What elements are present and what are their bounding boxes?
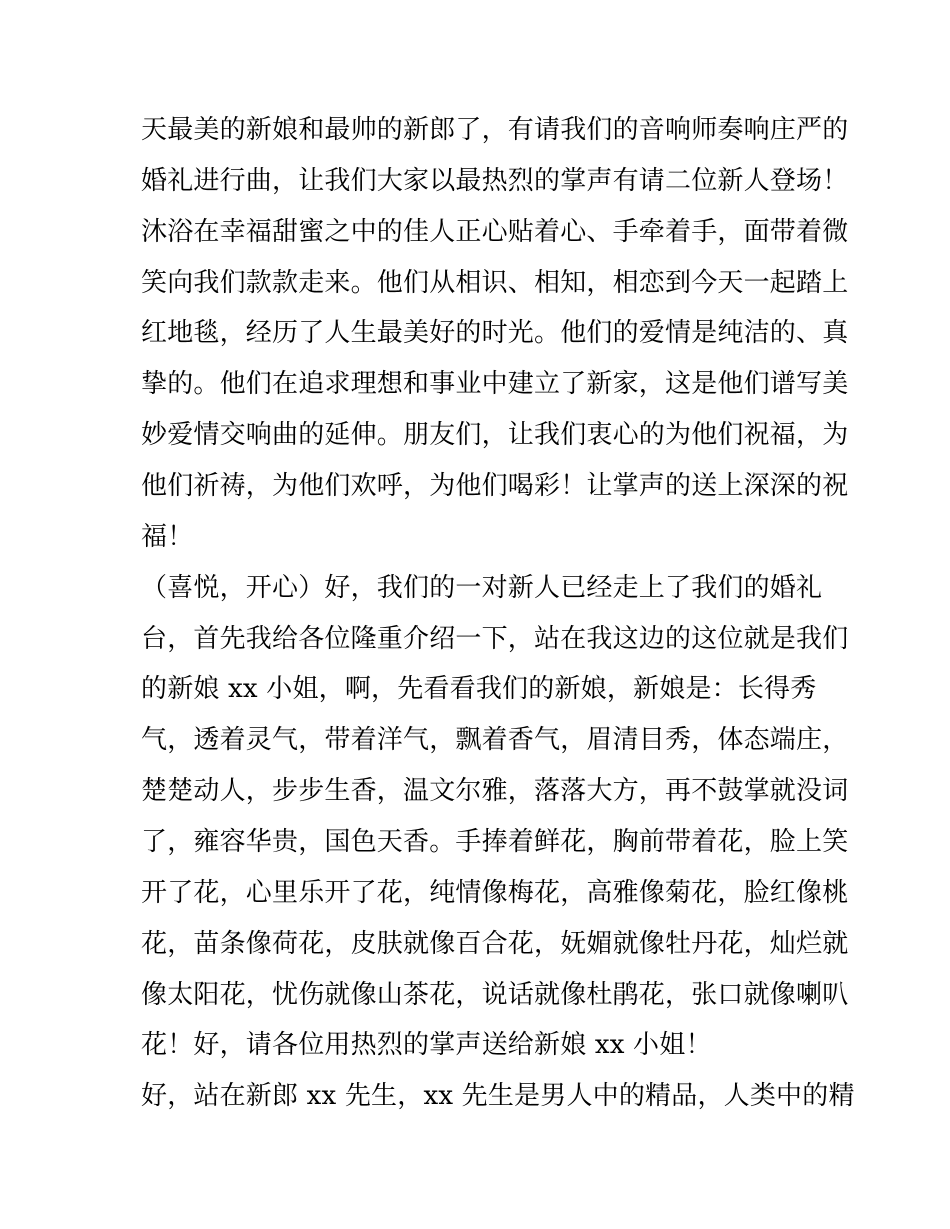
text-line: 挚的。他们在追求理想和事业中建立了新家，这是他们谱写美 — [141, 369, 849, 399]
text-line: 像太阳花，忧伤就像山茶花，说话就像杜鹃花，张口就像喇叭 — [141, 980, 849, 1010]
text-line: 台，首先我给各位隆重介绍一下，站在我这边的这位就是我们 — [141, 624, 849, 654]
text-line: 的新娘 xx 小姐，啊，先看看我们的新娘，新娘是：长得秀 — [141, 674, 817, 704]
text-line: 婚礼进行曲，让我们大家以最热烈的掌声有请二位新人登场！ — [141, 166, 849, 196]
text-line: 红地毯，经历了人生最美好的时光。他们的爱情是纯洁的、真 — [141, 318, 849, 348]
text-line: （喜悦，开心）好，我们的一对新人已经走上了我们的婚礼 — [141, 573, 823, 603]
text-line: 气，透着灵气，带着洋气，飘着香气，眉清目秀，体态端庄， — [141, 725, 849, 755]
text-line: 天最美的新娘和最帅的新郎了，有请我们的音响师奏响庄严的 — [141, 115, 849, 145]
text-line: 楚楚动人，步步生香，温文尔雅，落落大方，再不鼓掌就没词 — [141, 776, 849, 806]
text-line: 了，雍容华贵，国色天香。手捧着鲜花，胸前带着花，脸上笑 — [141, 827, 849, 857]
text-line: 妙爱情交响曲的延伸。朋友们，让我们衷心的为他们祝福，为 — [141, 420, 849, 450]
text-line: 福！ — [141, 522, 194, 552]
text-line: 好，站在新郎 xx 先生，xx 先生是男人中的精品，人类中的精 — [141, 1081, 855, 1111]
text-line: 他们祈祷，为他们欢呼，为他们喝彩！让掌声的送上深深的祝 — [141, 471, 849, 501]
text-line: 开了花，心里乐开了花，纯情像梅花，高雅像菊花，脸红像桃 — [141, 878, 849, 908]
text-line: 花！好，请各位用热烈的掌声送给新娘 xx 小姐！ — [141, 1030, 712, 1060]
text-line: 笑向我们款款走来。他们从相识、相知，相恋到今天一起踏上 — [141, 268, 849, 298]
text-line: 沐浴在幸福甜蜜之中的佳人正心贴着心、手牵着手，面带着微 — [141, 217, 849, 247]
text-line: 花，苗条像荷花，皮肤就像百合花，妩媚就像牡丹花，灿烂就 — [141, 929, 849, 959]
